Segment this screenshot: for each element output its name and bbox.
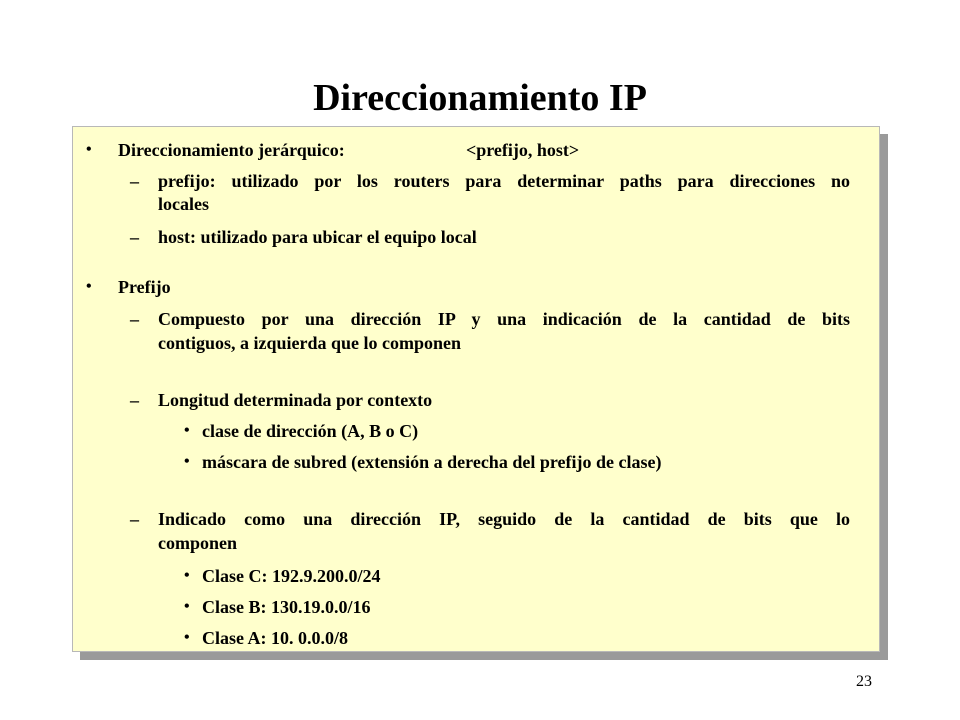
- example-class-a: Clase A: 10. 0.0.0/8: [202, 628, 348, 648]
- bullet-marker: •: [86, 278, 92, 295]
- dash-marker: –: [130, 309, 139, 329]
- sub-bullet-marker: •: [184, 567, 190, 584]
- sub-bullet-marker: •: [184, 629, 190, 646]
- indicado-text-cont: componen: [158, 533, 238, 553]
- dash-marker: –: [130, 390, 139, 410]
- slide-title: Direccionamiento IP: [313, 77, 647, 119]
- example-class-b: Clase B: 130.19.0.0/16: [202, 597, 371, 617]
- sub-bullet-marker: •: [184, 453, 190, 470]
- longitud-text: Longitud determinada por contexto: [158, 390, 433, 410]
- page-number: 23: [856, 673, 872, 690]
- prefijo-description: prefijo: utilizado por los routers para determinar paths para direcciones no: [158, 171, 850, 191]
- indicado-text: Indicado como una dirección IP, seguido de la cantidad de bits que lo: [158, 509, 850, 529]
- sub-bullet-marker: •: [184, 422, 190, 439]
- example-class-c: Clase C: 192.9.200.0/24: [202, 566, 381, 586]
- compuesto-text: Compuesto por una dirección IP y una indicación de la cantidad de bits: [158, 309, 850, 329]
- dash-marker: –: [130, 227, 139, 247]
- clase-direccion-text: clase de dirección (A, B o C): [202, 421, 419, 441]
- sub-bullet-marker: •: [184, 598, 190, 615]
- hierarchical-addressing-value: <prefijo, host>: [466, 140, 580, 160]
- compuesto-text-cont: contiguos, a izquierda que lo componen: [158, 333, 462, 353]
- mascara-text: máscara de subred (extensión a derecha del prefijo de clase): [202, 452, 662, 472]
- hierarchical-addressing-label: Direccionamiento jerárquico:: [118, 140, 345, 160]
- bullet-marker: •: [86, 141, 92, 158]
- dash-marker: –: [130, 171, 139, 191]
- dash-marker: –: [130, 509, 139, 529]
- prefijo-description-cont: locales: [158, 194, 209, 214]
- host-description: host: utilizado para ubicar el equipo local: [158, 227, 477, 247]
- prefijo-heading: Prefijo: [118, 277, 171, 297]
